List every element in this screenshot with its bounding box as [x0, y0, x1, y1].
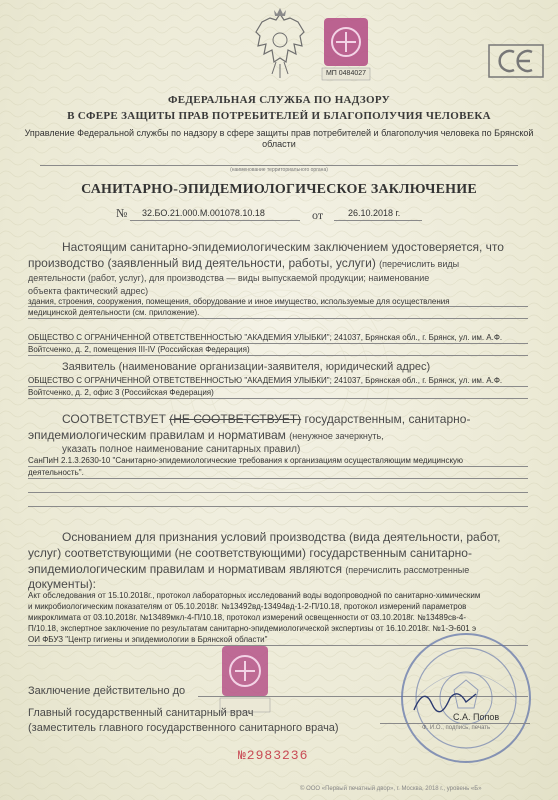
- compliance-line2: [28, 428, 538, 444]
- certify-line3: деятельности (работ, услуг), для производства — виды выпускаемой продукции; наименование: [28, 273, 430, 283]
- serial-number: №2983236: [238, 748, 309, 763]
- certify-line4: объекта фактический адрес): [28, 286, 149, 296]
- compliance-line2a: эпидемиологическим правилам и нормативам: [28, 428, 286, 442]
- hologram-sticker-icon: [218, 644, 272, 714]
- compliance-word: СООТВЕТСТВУЕТ: [62, 412, 166, 426]
- compliance-line1: [62, 412, 538, 427]
- certify-value2: медицинской деятельности (см. приложение).: [28, 308, 200, 317]
- applicant-line2: Войтсченко, д. 2, офис 3 (Российская Федерация): [28, 388, 214, 397]
- coat-of-arms-icon: [250, 6, 310, 86]
- grounds-line3b: (перечислить рассмотренные: [345, 565, 470, 575]
- agency-line2: В СФЕРЕ ЗАЩИТЫ ПРАВ ПОТРЕБИТЕЛЕЙ И БЛАГОПОЛУЧИЯ ЧЕЛОВЕКА: [67, 110, 491, 122]
- grounds-doc1: Акт обследования от 15.10.2018г., протокол лабораторных исследований воды водопроводной по санитарно-химическим: [28, 591, 481, 600]
- compliance-line2b: (ненужное зачеркнуть,: [289, 431, 384, 441]
- grounds-doc5: ОИ ФБУЗ "Центр гигиены и эпидемиологии в Брянской области": [28, 635, 268, 644]
- date-label: от: [312, 208, 324, 222]
- grounds-doc4: П/10.18, экспертное заключение по результатам санитарно-эпидемиологической экспертизы от 16.10.2018г. №1-Э-601 э: [28, 624, 477, 633]
- compliance-value1: СанПиН 2.1.3.2630-10 "Санитарно-эпидемиологические требования к организациям осуществляющим медицинскую: [28, 456, 464, 465]
- signer-title: Главный государственный санитарный врач: [28, 707, 254, 719]
- certificate-date: 26.10.2018 г.: [348, 208, 401, 218]
- grounds-line3a: эпидемиологическим правилам и нормативам являются: [28, 562, 342, 576]
- badge-number: МП 0484027: [325, 70, 367, 77]
- compliance-value2: деятельность".: [28, 468, 84, 477]
- printer-footer: © ООО «Первый печатный двор», г. Москва, 2018 г., уровень «Б»: [300, 786, 482, 792]
- department-caption: (наименование территориального органа): [230, 167, 328, 173]
- certify-line2b: (перечислить виды: [379, 259, 460, 269]
- signature-caption: Ф. И.О., подпись, печать: [422, 725, 491, 731]
- signer-name: С.А. Попов: [453, 712, 500, 722]
- certificate-number: 32.БО.21.000.М.001078.10.18: [142, 208, 265, 218]
- department-line1: Управление Федеральной службы по надзору в сфере защиты прав потребителей и благополучия человека по Брянской: [24, 128, 534, 138]
- certify-line1: Настоящим санитарно-эпидемиологическим заключением удостоверяется, что: [62, 240, 504, 254]
- object-line2: Войтсченко, д. 2, помещения III-IV (Российская Федерация): [28, 345, 250, 354]
- compliance-rest: государственным, санитарно-: [304, 412, 471, 426]
- grounds-line4: документы):: [28, 577, 96, 591]
- object-line1: ОБЩЕСТВО С ОГРАНИЧЕННОЙ ОТВЕТСТВЕННОСТЬЮ "АКАДЕМИЯ УЛЫБКИ"; 241037, Брянская обл., г. Брянск, ул. им. А.Ф.: [28, 333, 503, 342]
- grounds-line1: Основанием для признания условий производства (вида деятельности, работ,: [62, 530, 501, 544]
- certify-value1: здания, строения, сооружения, помещения, оборудование и иное имущество, используемые для осуществления: [28, 297, 450, 306]
- applicant-label: Заявитель (наименование организации-заявителя, юридический адрес): [62, 361, 431, 373]
- validity-label: Заключение действительно до: [28, 685, 186, 697]
- certification-mark-icon: [488, 44, 544, 78]
- certify-line2a: производство (заявленный вид деятельности, работы, услуги): [28, 256, 376, 270]
- grounds-doc3: микроклимата от 03.10.2018г. №13489мкл-4-П/10.18, протокол измерений освещенности от 03.10.2018г. №13489св-4-: [28, 613, 466, 622]
- department-line2: области: [262, 139, 296, 149]
- number-label: №: [116, 206, 128, 220]
- agency-line1: ФЕДЕРАЛЬНАЯ СЛУЖБА ПО НАДЗОРУ: [167, 94, 391, 106]
- grounds-line2: услуг) соответствующими (не соответствующими) государственным санитарно-: [28, 546, 472, 560]
- certify-line2: [28, 256, 538, 272]
- compliance-line3: указать полное наименование санитарных правил): [62, 444, 301, 455]
- applicant-line1: ОБЩЕСТВО С ОГРАНИЧЕННОЙ ОТВЕТСТВЕННОСТЬЮ "АКАДЕМИЯ УЛЫБКИ"; 241037, Брянская обл., г. Брянск, ул. им. А.Ф.: [28, 376, 503, 385]
- compliance-struck: (НЕ СООТВЕТСТВУЕТ): [169, 412, 302, 426]
- grounds-line3: [28, 562, 538, 578]
- grounds-doc2: и микробиологическим показателям от 05.10.2018г. №13492вд-13494вд-1-2-П/10.18, протокол измерений параметров: [28, 602, 467, 611]
- document-title: САНИТАРНО-ЭПИДЕМИОЛОГИЧЕСКОЕ ЗАКЛЮЧЕНИЕ: [81, 182, 477, 197]
- signer-title-deputy: (заместитель главного государственного санитарного врача): [28, 722, 339, 734]
